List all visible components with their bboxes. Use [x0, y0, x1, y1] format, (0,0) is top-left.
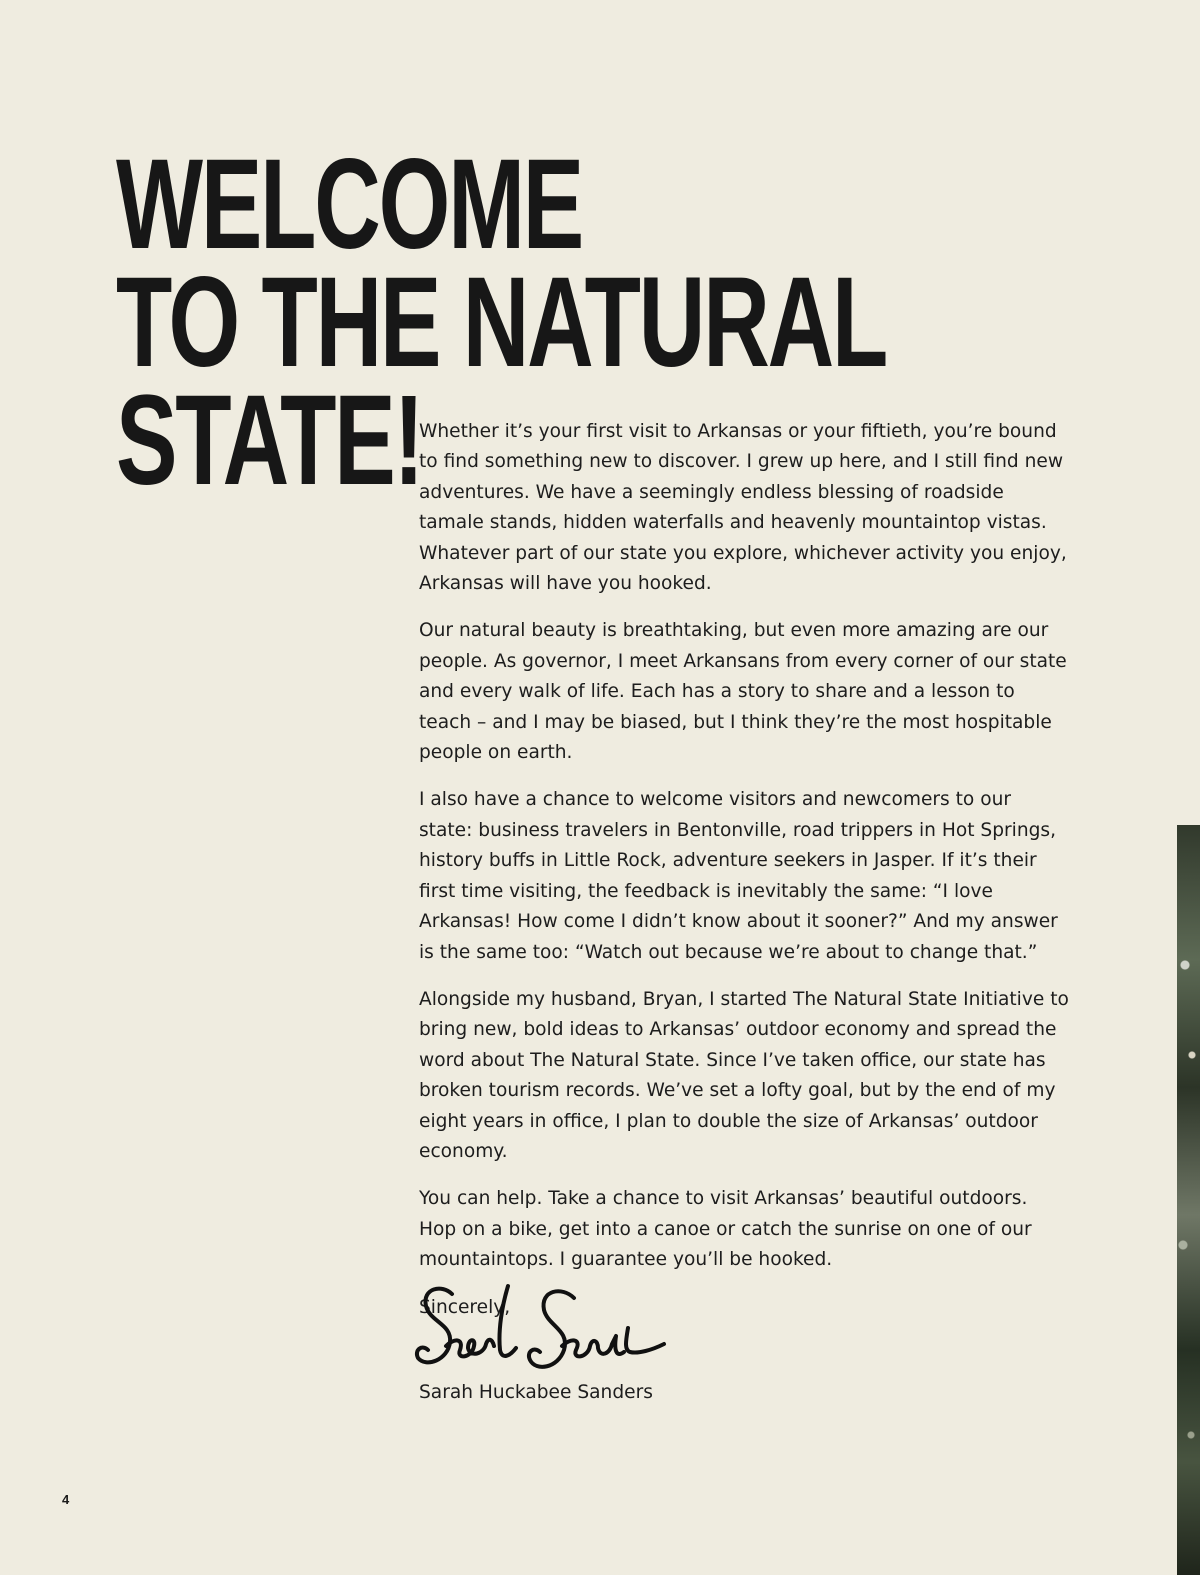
headline-line-1: WELCOME: [116, 133, 583, 276]
signer-name: Sarah Huckabee Sanders: [419, 1382, 653, 1403]
headline-line-3: STATE!: [116, 369, 423, 512]
welcome-letter: [419, 417, 1069, 1340]
forest-photo-edge: [1177, 825, 1200, 1575]
headline-line-2: TO THE NATURAL: [116, 251, 887, 394]
letter-paragraph-1: Whether it’s your first visit to Arkansas or your fiftieth, you’re bound to find something new to discover. I grew up here, and I still find new adventures. We have a seemingly endless blessing of roadside tamale stands, hidden waterfalls and heavenly mountaintop vistas. Whatever part of our state you explore, whichever activity you enjoy, Arkansas will have you hooked.: [419, 421, 1067, 595]
letter-paragraph-5: You can help. Take a chance to visit Arkansas’ beautiful outdoors. Hop on a bike, get into a canoe or catch the sunrise on one of our mountaintops. I guarantee you’ll be hooked.: [419, 1188, 1032, 1271]
letter-paragraph-3: I also have a chance to welcome visitors and newcomers to our state: business travelers in Bentonville, road trippers in Hot Springs, history buffs in Little Rock, adventure seekers in Jasper. If it’s their first time visiting, the feedback is inevitably the same: “I love Arkansas! How come I didn’t know about it sooner?” And my answer is the same too: “Watch out because we’re about to change that.”: [419, 789, 1058, 963]
letter-paragraph-2: Our natural beauty is breathtaking, but even more amazing are our people. As governor, I meet Arkansans from every corner of our state and every walk of life. Each has a story to share and a lesson to teach – and I may be biased, but I think they’re the most hospitable people on earth.: [419, 620, 1067, 764]
page-number: 4: [62, 1492, 70, 1507]
handwritten-signature: [412, 1280, 672, 1380]
letter-paragraph-4: Alongside my husband, Bryan, I started The Natural State Initiative to bring new, bold ideas to Arkansas’ outdoor economy and spread the word about The Natural State. Since I’ve taken office, our state has broken tourism records. We’ve set a lofty goal, but by the end of my eight years in office, I plan to double the size of Arkansas’ outdoor economy.: [419, 988, 1069, 1162]
letter-closing: Sincerely,: [419, 1296, 511, 1318]
